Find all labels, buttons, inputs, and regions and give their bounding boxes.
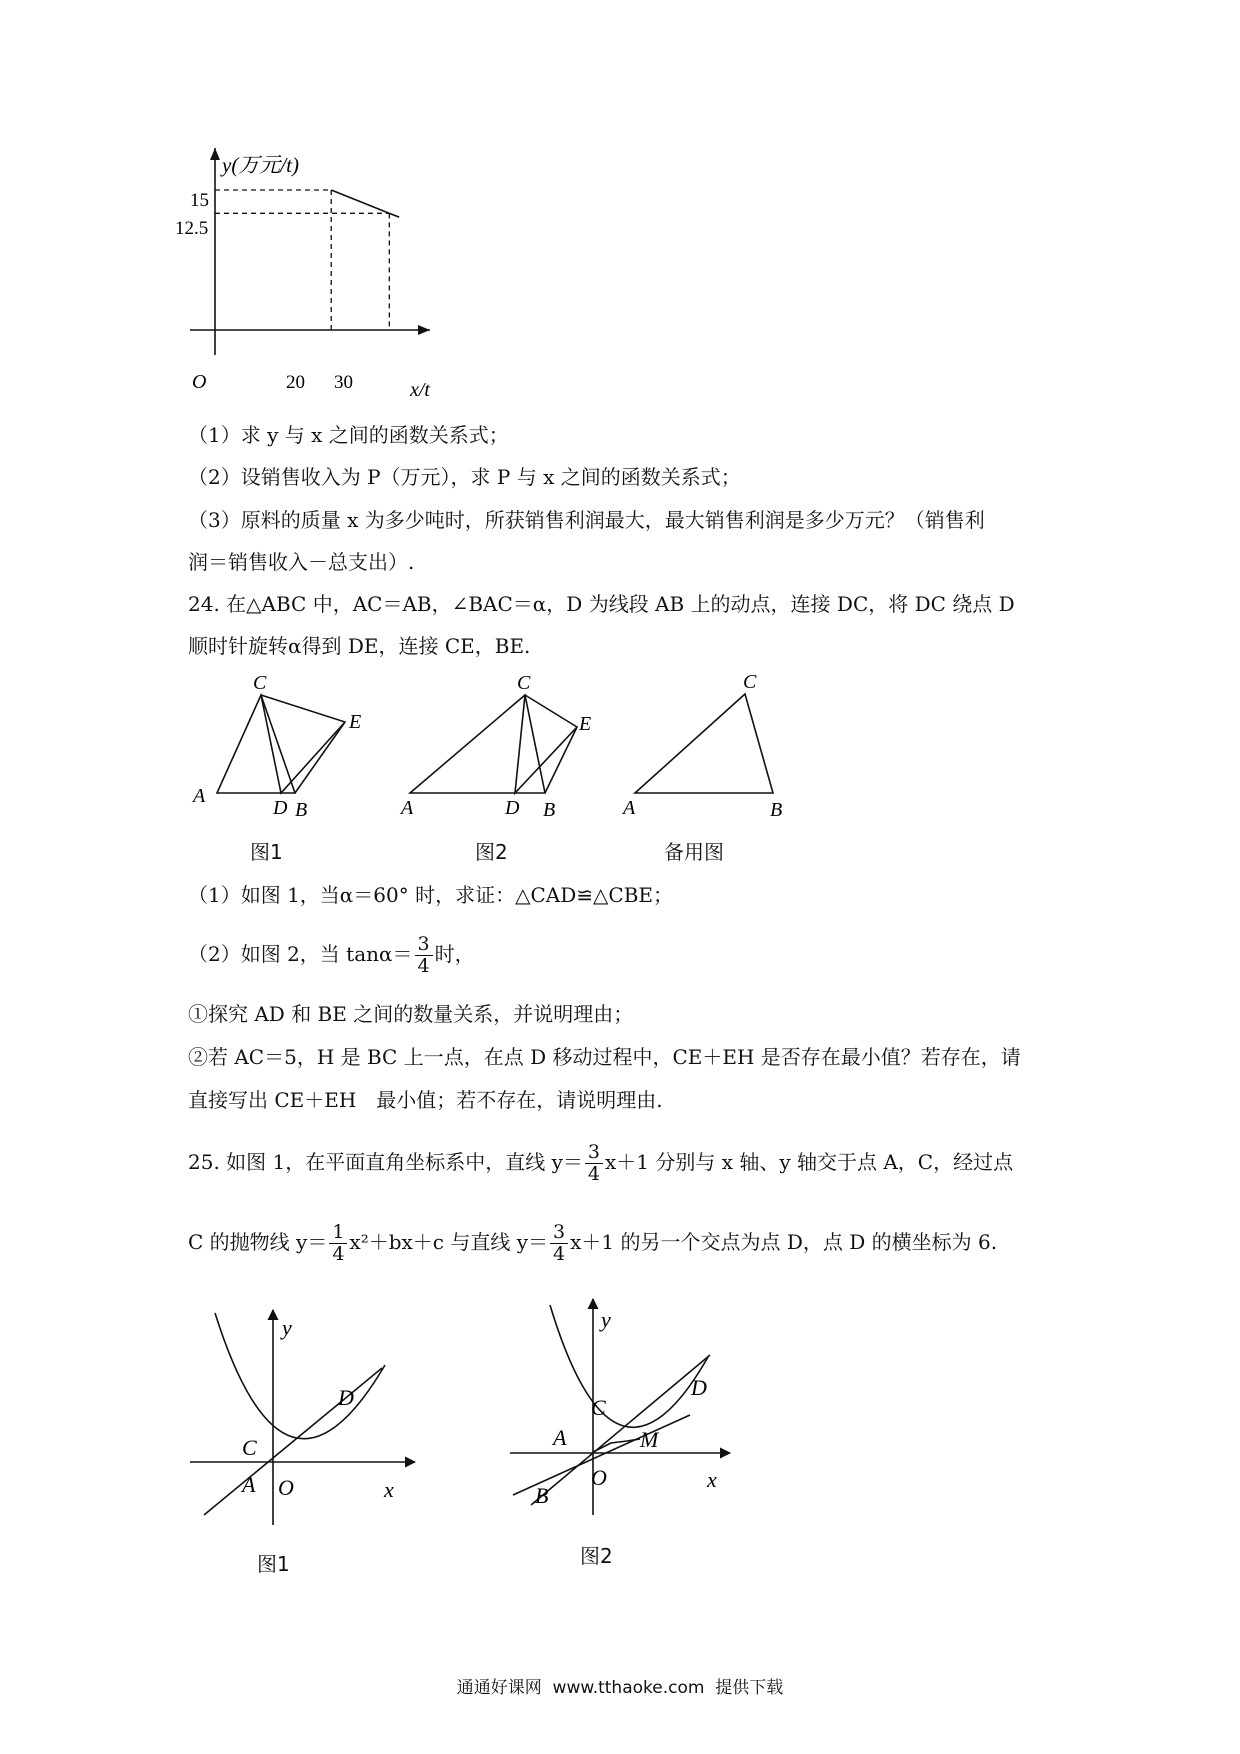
- label-B: B: [295, 799, 308, 817]
- page-footer: 通通好课网 www.tthaoke.com 提供下载: [456, 1678, 784, 1698]
- q23-part1: （1）求 y 与 x 之间的函数关系式；: [188, 423, 509, 447]
- label-x: x: [707, 1467, 717, 1492]
- q24-sub1: ①探究 AD 和 BE 之间的数量关系，并说明理由；: [188, 1002, 634, 1026]
- fraction-numerator: 3: [550, 1222, 568, 1244]
- q24-statement-line1: 24. 在△ABC 中，AC＝AB，∠BAC＝α，D 为线段 AB 上的动点，连接 DC，将 DC 绕点 D: [188, 592, 1015, 616]
- label-D: D: [338, 1385, 354, 1410]
- q25-figure-2-caption: 图2: [580, 1544, 613, 1568]
- y-axis-arrow: [210, 148, 220, 160]
- q25-line2-prefix: C 的抛物线 y＝: [188, 1230, 328, 1254]
- x-axis-arrow: [418, 325, 430, 335]
- q24-figure-2-caption: 图2: [475, 840, 508, 864]
- q24-part2: [188, 930, 475, 978]
- label-C: C: [242, 1435, 257, 1460]
- q24-spare-figure-caption: 备用图: [664, 840, 724, 864]
- chart-guides: [215, 190, 389, 330]
- q24-figure-1-caption: 图1: [250, 840, 283, 864]
- label-A: A: [193, 785, 206, 807]
- q25-line2-suffix: x＋1 的另一个交点为点 D，点 D 的横坐标为 6.: [570, 1230, 998, 1254]
- label-A: A: [401, 797, 414, 817]
- x-tick-20: 20: [286, 372, 305, 393]
- y-tick-12-5: 12.5: [175, 218, 209, 239]
- label-A: A: [553, 1425, 567, 1450]
- label-O: O: [591, 1465, 607, 1490]
- x-tick-30: 30: [334, 372, 353, 393]
- label-x: x: [384, 1477, 394, 1502]
- label-E: E: [579, 713, 592, 735]
- label-M: M: [640, 1427, 659, 1452]
- q25-line2-middle: x²＋bx＋c 与直线 y＝: [349, 1230, 549, 1254]
- label-O: O: [278, 1475, 294, 1500]
- label-B: B: [770, 799, 783, 817]
- q25-line1-prefix: 25. 如图 1，在平面直角坐标系中，直线 y＝: [188, 1150, 583, 1174]
- label-C: C: [591, 1395, 606, 1420]
- label-C: C: [517, 672, 531, 694]
- label-D: D: [691, 1375, 707, 1400]
- origin-label: O: [192, 371, 207, 393]
- label-A: A: [242, 1472, 256, 1497]
- label-y: y: [601, 1307, 611, 1332]
- label-A: A: [623, 797, 636, 817]
- x-axis-label: x/t: [410, 379, 430, 401]
- q24-part2-suffix: 时，: [434, 942, 475, 966]
- fraction-three-fourths: [585, 1142, 603, 1185]
- fraction-denominator: 4: [417, 955, 430, 977]
- q24-part1: （1）如图 1，当α＝60° 时，求证：△CAD≌△CBE；: [188, 883, 674, 907]
- q25-figure-2: [505, 1295, 745, 1525]
- q24-part2-prefix: （2）如图 2，当 tanα＝: [188, 942, 413, 966]
- q24-spare-figure: [615, 672, 815, 817]
- label-B: B: [535, 1483, 549, 1508]
- label-B: B: [543, 799, 556, 817]
- label-C: C: [253, 672, 267, 694]
- fraction-denominator: 4: [553, 1243, 566, 1265]
- fraction-denominator: 4: [332, 1243, 345, 1265]
- q24-statement-line2: 顺时针旋转α得到 DE，连接 CE，BE.: [188, 634, 531, 658]
- q24-figure-1: [185, 672, 395, 817]
- label-y: y: [282, 1315, 292, 1340]
- label-E: E: [349, 711, 362, 733]
- y-tick-15: 15: [190, 190, 209, 211]
- q23-part2: （2）设销售收入为 P（万元），求 P 与 x 之间的函数关系式；: [188, 465, 741, 489]
- q25-line1-suffix: x＋1 分别与 x 轴、y 轴交于点 A，C，经过点: [605, 1150, 1014, 1174]
- fraction-three-fourths: [415, 934, 433, 977]
- fraction-numerator: 3: [585, 1142, 603, 1164]
- q24-sub2-line1: ②若 AC＝5，H 是 BC 上一点，在点 D 移动过程中，CE＋EH 是否存在最小值？若存在，请: [188, 1045, 1021, 1069]
- q24-sub2-line2: 直接写出 CE＋EH 最小值；若不存在，请说明理由.: [188, 1088, 663, 1112]
- q23-part3-line2: 润＝销售收入－总支出）.: [188, 550, 415, 574]
- chart-axes: [190, 148, 430, 355]
- q25-statement-line1: [188, 1138, 1013, 1186]
- fraction-denominator: 4: [587, 1163, 600, 1185]
- q25-figure-1-caption: 图1: [257, 1552, 290, 1576]
- price-chart: [170, 140, 500, 405]
- fraction-one-fourth: [329, 1222, 347, 1265]
- label-D: D: [273, 797, 288, 817]
- q25-figure-1: [190, 1305, 430, 1535]
- fraction-numerator: 3: [415, 934, 433, 956]
- fraction-three-fourths: [550, 1222, 568, 1265]
- q24-figure-2: [395, 672, 625, 817]
- label-D: D: [505, 797, 520, 817]
- label-C: C: [743, 672, 757, 693]
- y-axis-label: y(万元/t): [222, 153, 299, 177]
- fraction-numerator: 1: [329, 1222, 347, 1244]
- q23-part3-line1: （3）原料的质量 x 为多少吨时，所获销售利润最大，最大销售利润是多少万元？（销售利: [188, 508, 985, 532]
- q25-statement-line2: [188, 1218, 997, 1266]
